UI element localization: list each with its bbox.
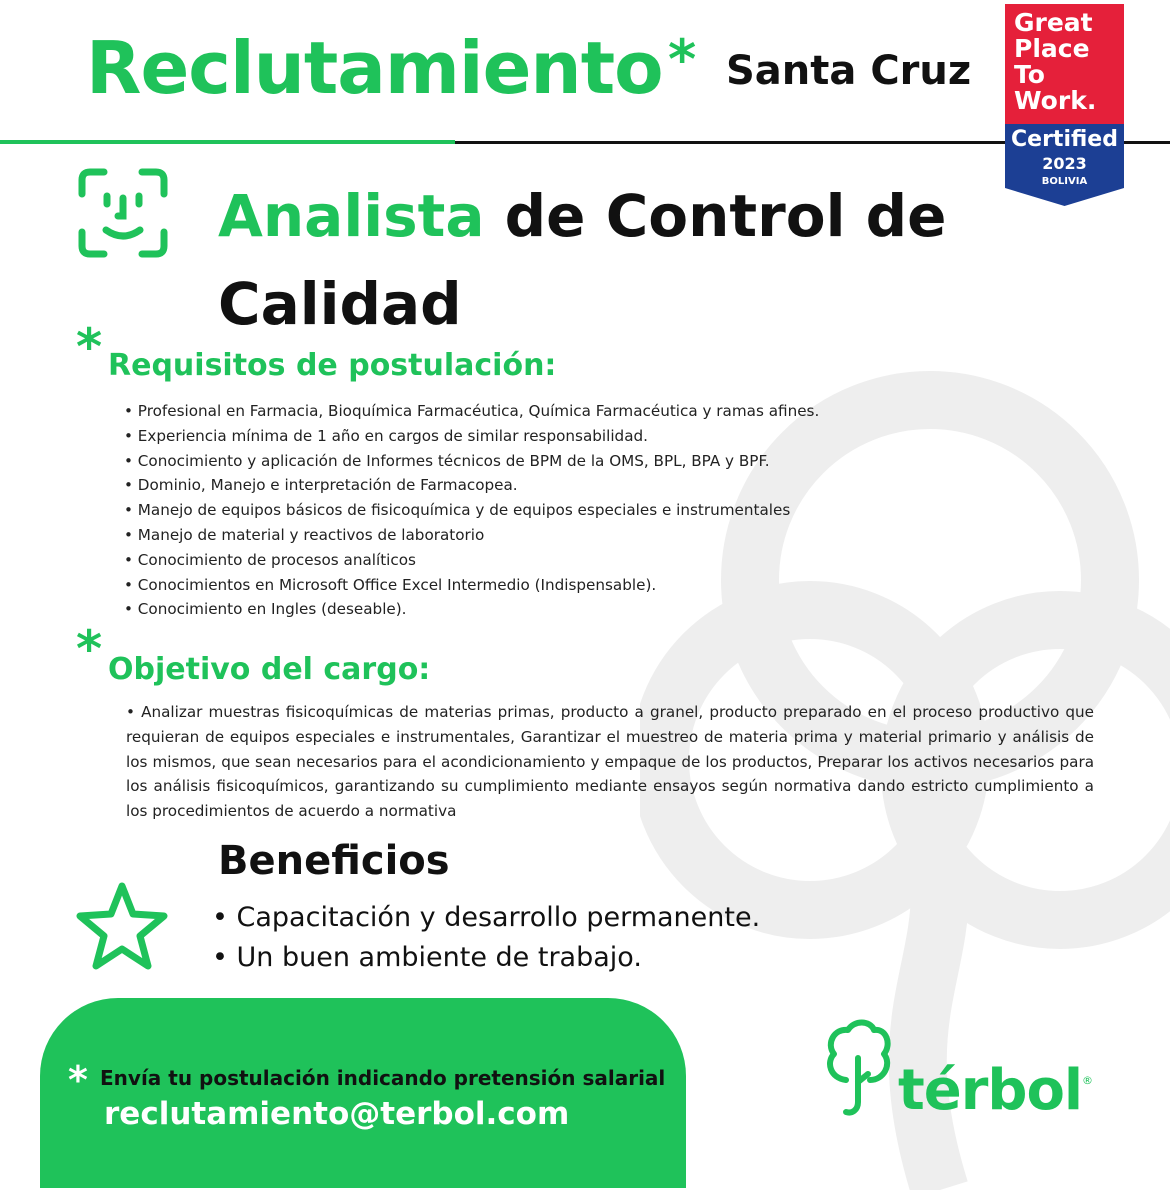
badge-word: Work. xyxy=(1014,86,1097,115)
badge-year: 2023 xyxy=(1042,154,1087,173)
badge-word: Great xyxy=(1014,8,1093,37)
cta-panel xyxy=(40,998,686,1188)
star-outline-icon xyxy=(74,880,170,974)
benefits-list xyxy=(212,898,760,978)
badge-country: BOLIVIA xyxy=(1041,176,1088,187)
list-item: • Conocimiento de procesos analíticos xyxy=(124,548,819,573)
job-title-rest: de Control de Calidad xyxy=(218,182,947,338)
registered-mark: ® xyxy=(1082,1074,1093,1087)
list-item: • Experiencia mínima de 1 año en cargos de similar responsabilidad. xyxy=(124,424,819,449)
job-title xyxy=(218,172,998,348)
application-email-link[interactable]: reclutamiento@terbol.com xyxy=(104,1096,570,1132)
cta-instruction: Envía tu postulación indicando pretensión salarial xyxy=(100,1066,666,1090)
list-item: • Profesional en Farmacia, Bioquímica Farmacéutica, Química Farmacéutica y ramas afines. xyxy=(124,399,819,424)
benefits-heading: Beneficios xyxy=(218,838,450,884)
badge-word: To xyxy=(1014,60,1045,89)
list-item: • Conocimientos en Microsoft Office Excel Intermedio (Indispensable). xyxy=(124,573,819,598)
list-item: • Conocimiento en Ingles (deseable). xyxy=(124,597,819,622)
face-scan-icon xyxy=(76,166,170,260)
list-item: • Manejo de equipos básicos de fisicoquímica y de equipos especiales e instrumentales xyxy=(124,498,819,523)
location-label: Santa Cruz xyxy=(726,48,972,94)
brand-logo-text: térbol xyxy=(898,1058,1083,1123)
list-item: • Un buen ambiente de trabajo. xyxy=(212,938,760,978)
tree-icon xyxy=(822,1018,892,1122)
list-item: • Manejo de material y reactivos de laboratorio xyxy=(124,523,819,548)
requirements-heading: Requisitos de postulación: xyxy=(108,348,557,383)
badge-word: Place xyxy=(1014,34,1090,63)
badge-red-panel xyxy=(1005,4,1124,124)
page-title: Reclutamiento xyxy=(86,26,663,110)
list-item: • Conocimiento y aplicación de Informes técnicos de BPM de la OMS, BPL, BPA y BPF. xyxy=(124,449,819,474)
badge-certified: Certified xyxy=(1011,127,1118,152)
objective-heading: Objetivo del cargo: xyxy=(108,652,431,687)
list-item: • Dominio, Manejo e interpretación de Farmacopea. xyxy=(124,473,819,498)
requirements-list xyxy=(124,399,819,622)
job-title-accent: Analista xyxy=(218,182,485,250)
title-asterisk: * xyxy=(668,28,697,91)
header-divider-green xyxy=(0,140,455,144)
section-asterisk: * xyxy=(76,318,103,376)
list-item: • Capacitación y desarrollo permanente. xyxy=(212,898,760,938)
objective-text: • Analizar muestras fisicoquímicas de materias primas, producto a granel, producto preparado en el proceso productivo que requieran de equipos especiales e instrumentales, Garantizar el muestreo de materia prima y material primario y análisis de los mismos, que sean necesarios para el acondicionamiento y empaque de los productos, Preparar los activos necesarios para los análisis fisicoquímicos, garantizando su cumplimiento mediante ensayos según normativa dando estricto cumplimiento a los procedimientos de acuerdo a normativa xyxy=(126,703,1094,821)
great-place-to-work-badge xyxy=(1005,4,1124,206)
cta-asterisk: * xyxy=(68,1058,88,1102)
section-asterisk: * xyxy=(76,620,103,678)
